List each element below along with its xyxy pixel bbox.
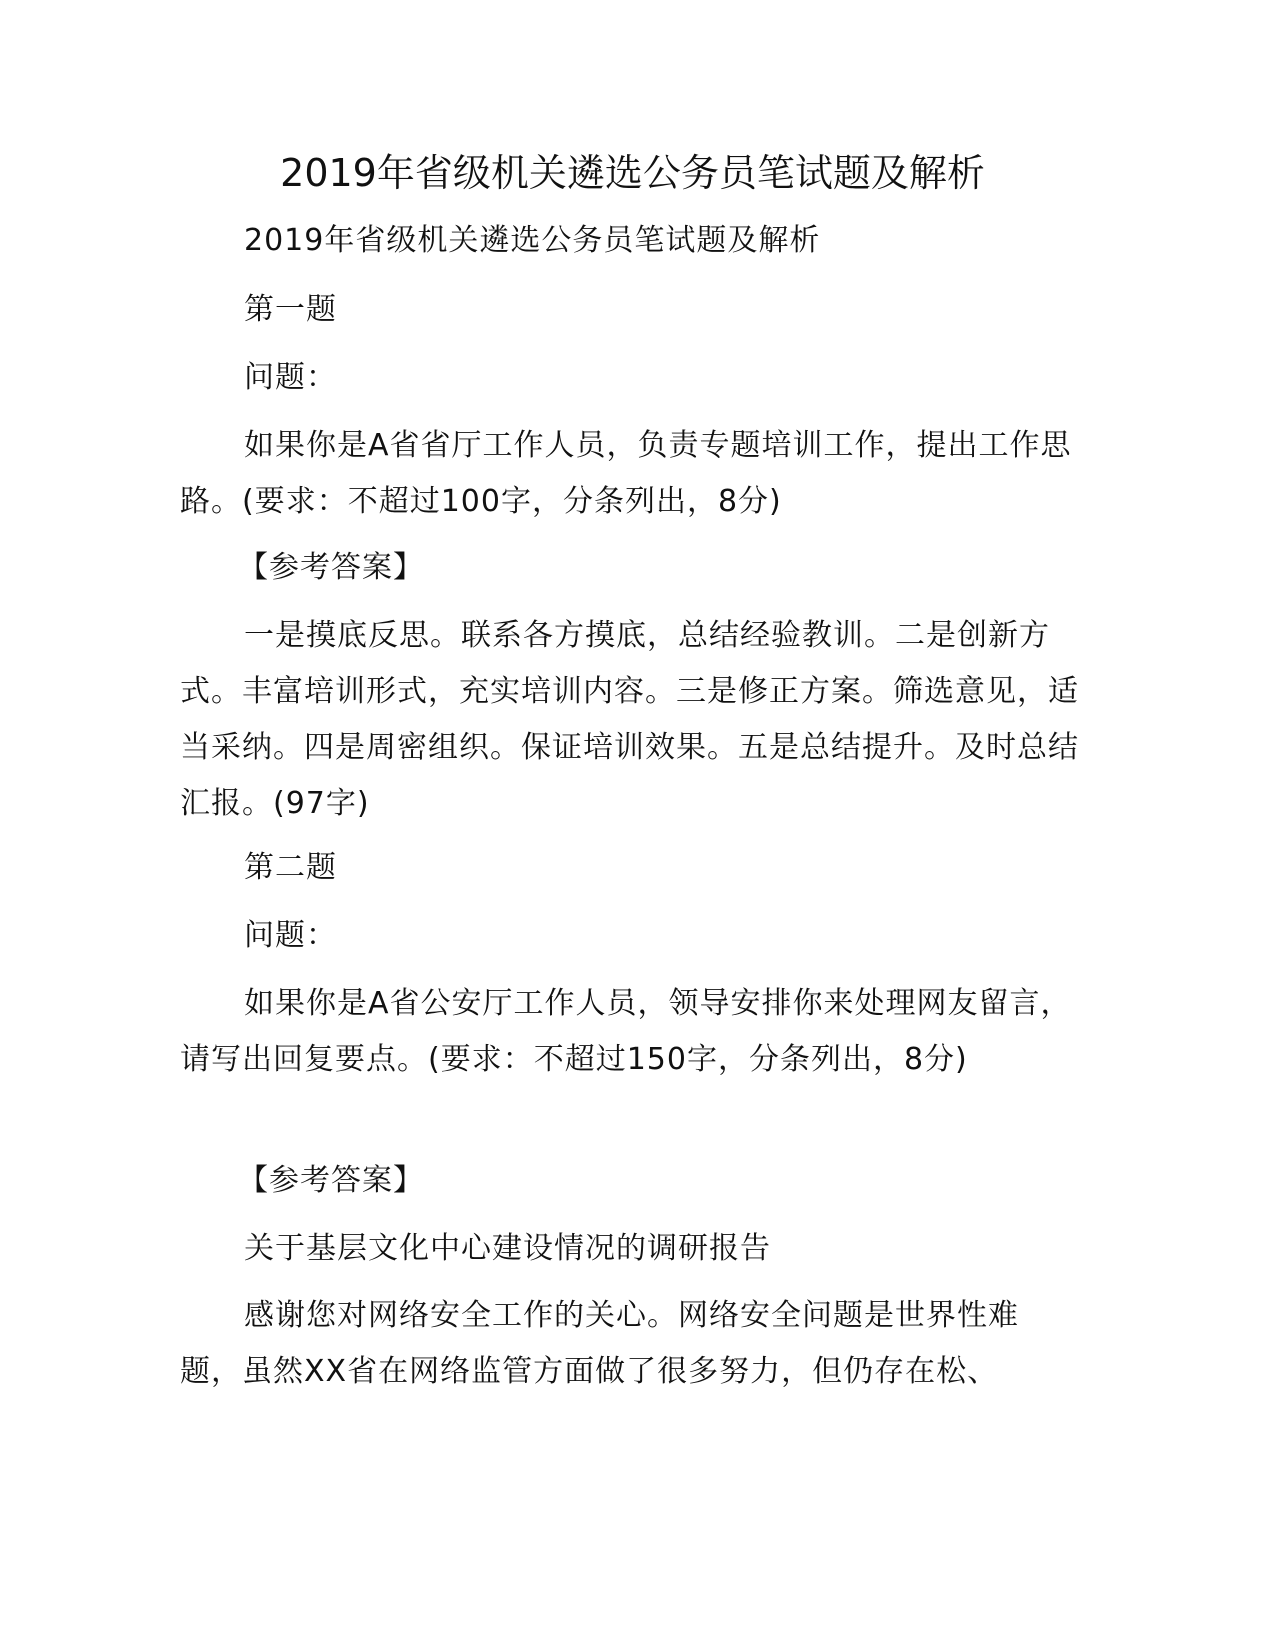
paragraph-question-two-heading: 第二题 <box>244 850 337 885</box>
document-title: 2019年省级机关遴选公务员笔试题及解析 <box>280 151 985 195</box>
paragraph-question-one-heading: 第一题 <box>244 292 337 327</box>
paragraph-reference-answer-heading: 【参考答案】 <box>238 1163 424 1198</box>
paragraph-answer-two-text: 感谢您对网络安全工作的关心。网络安全问题是世界性难题，虽然XX省在网络监管方面做了很多努力，但仍存在松、 <box>180 1298 1019 1389</box>
paragraph-question-two-text: 如果你是A省公安厅工作人员，领导安排你来处理网友留言，请写出回复要点。(要求：不超过150字，分条列出，8分) <box>180 986 1072 1077</box>
paragraph-question-one-text: 如果你是A省省厅工作人员，负责专题培训工作，提出工作思路。(要求：不超过100字，分条列出，8分) <box>180 428 1072 519</box>
paragraph-question-label: 问题： <box>244 918 337 953</box>
paragraph-reference-answer-heading: 【参考答案】 <box>238 550 424 585</box>
paragraph-answer-one-text: 一是摸底反思。联系各方摸底，总结经验教训。二是创新方式。丰富培训形式，充实培训内容。三是修正方案。筛选意见，适当采纳。四是周密组织。保证培训效果。五是总结提升。及时总结汇报。(97字) <box>180 618 1079 821</box>
paragraph-subtitle: 2019年省级机关遴选公务员笔试题及解析 <box>244 223 821 258</box>
paragraph-question-label: 问题： <box>244 360 337 395</box>
paragraph-report-title: 关于基层文化中心建设情况的调研报告 <box>244 1231 771 1266</box>
